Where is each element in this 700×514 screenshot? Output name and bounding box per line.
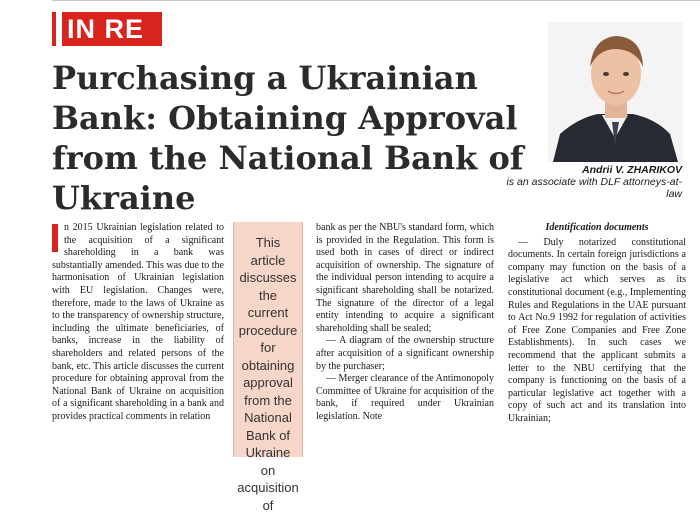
identification-heading: Identification documents [545,222,649,233]
pull-quote [233,222,303,513]
author-name: Andrii V. ZHARIKOV [582,164,682,176]
article-title: Purchasing a Ukrainian Bank: Obtaining Approval from the National Bank of Ukraine [52,59,524,217]
middle-paragraph-1: bank as per the NBU's standard form, which is provided in the Regulation. This form is used both in cases of direct or indirect acquisition of ownership. The signature of the individual person intending to acquire a significant shareholding shall be notarized. The signature of the director of a legal entity intending to acquire a significant shareholding shall be sealed; [316,222,494,334]
column-intro [52,222,224,424]
pull-quote-text: This article discusses the current procedure for obtaining approval from the National Bank of Ukraine on acquisition of [237,235,299,513]
column-middle [316,222,494,424]
top-rule [52,0,700,1]
author-byline [502,164,682,200]
middle-paragraph-3: — Merger clearance of the Antimonopoly Committee of Ukraine for acquisition of the bank, if required under Ukrainian legislation. Note [316,373,494,422]
column-right [508,222,686,426]
author-photo [548,22,683,162]
author-description: is an associate with DLF attorneys-at-law [506,176,682,200]
intro-paragraph: n 2015 Ukrainian legislation related to the acquisition of a significant shareholding in a bank was substantially amended. This was due to the harmonisation of Ukrainian legislation with EU legislation. Changes were, therefore, made to the laws of Ukraine as to the transparency of ownership structure, including the ultimate beneficiaries, of banks, increase in the liability of shareholders and related persons of the bank, etc. This article discusses the current procedure for obtaining approval from the National Bank of Ukraine on acquisition of a significant shareholding in a bank and provides practical comments in relation [52,222,224,422]
right-paragraph-1: — Duly notarized constitutional documents. In certain foreign jurisdictions a company may function on the basis of a legislative act which serves as its constitutional document (e.g., Implementing Rules and Regulations in the UAE pursuant to Act No.9 1992 for regulation of activities of Free Zone Companies and Free Zone Establishments). In such cases we recommend that the applicant submits a letter to the NBU certifying that the company is functioning on the basis of a particular legislative act together with a copy of such act and its translation into Ukrainian; [508,236,686,424]
drop-cap-mark [52,224,58,252]
middle-paragraph-2: — A diagram of the ownership structure after acquisition of a significant ownership by the purchaser; [316,335,494,372]
section-banner-mark [56,12,62,46]
author-portrait-icon [548,22,683,162]
section-label: IN RE [67,14,145,44]
